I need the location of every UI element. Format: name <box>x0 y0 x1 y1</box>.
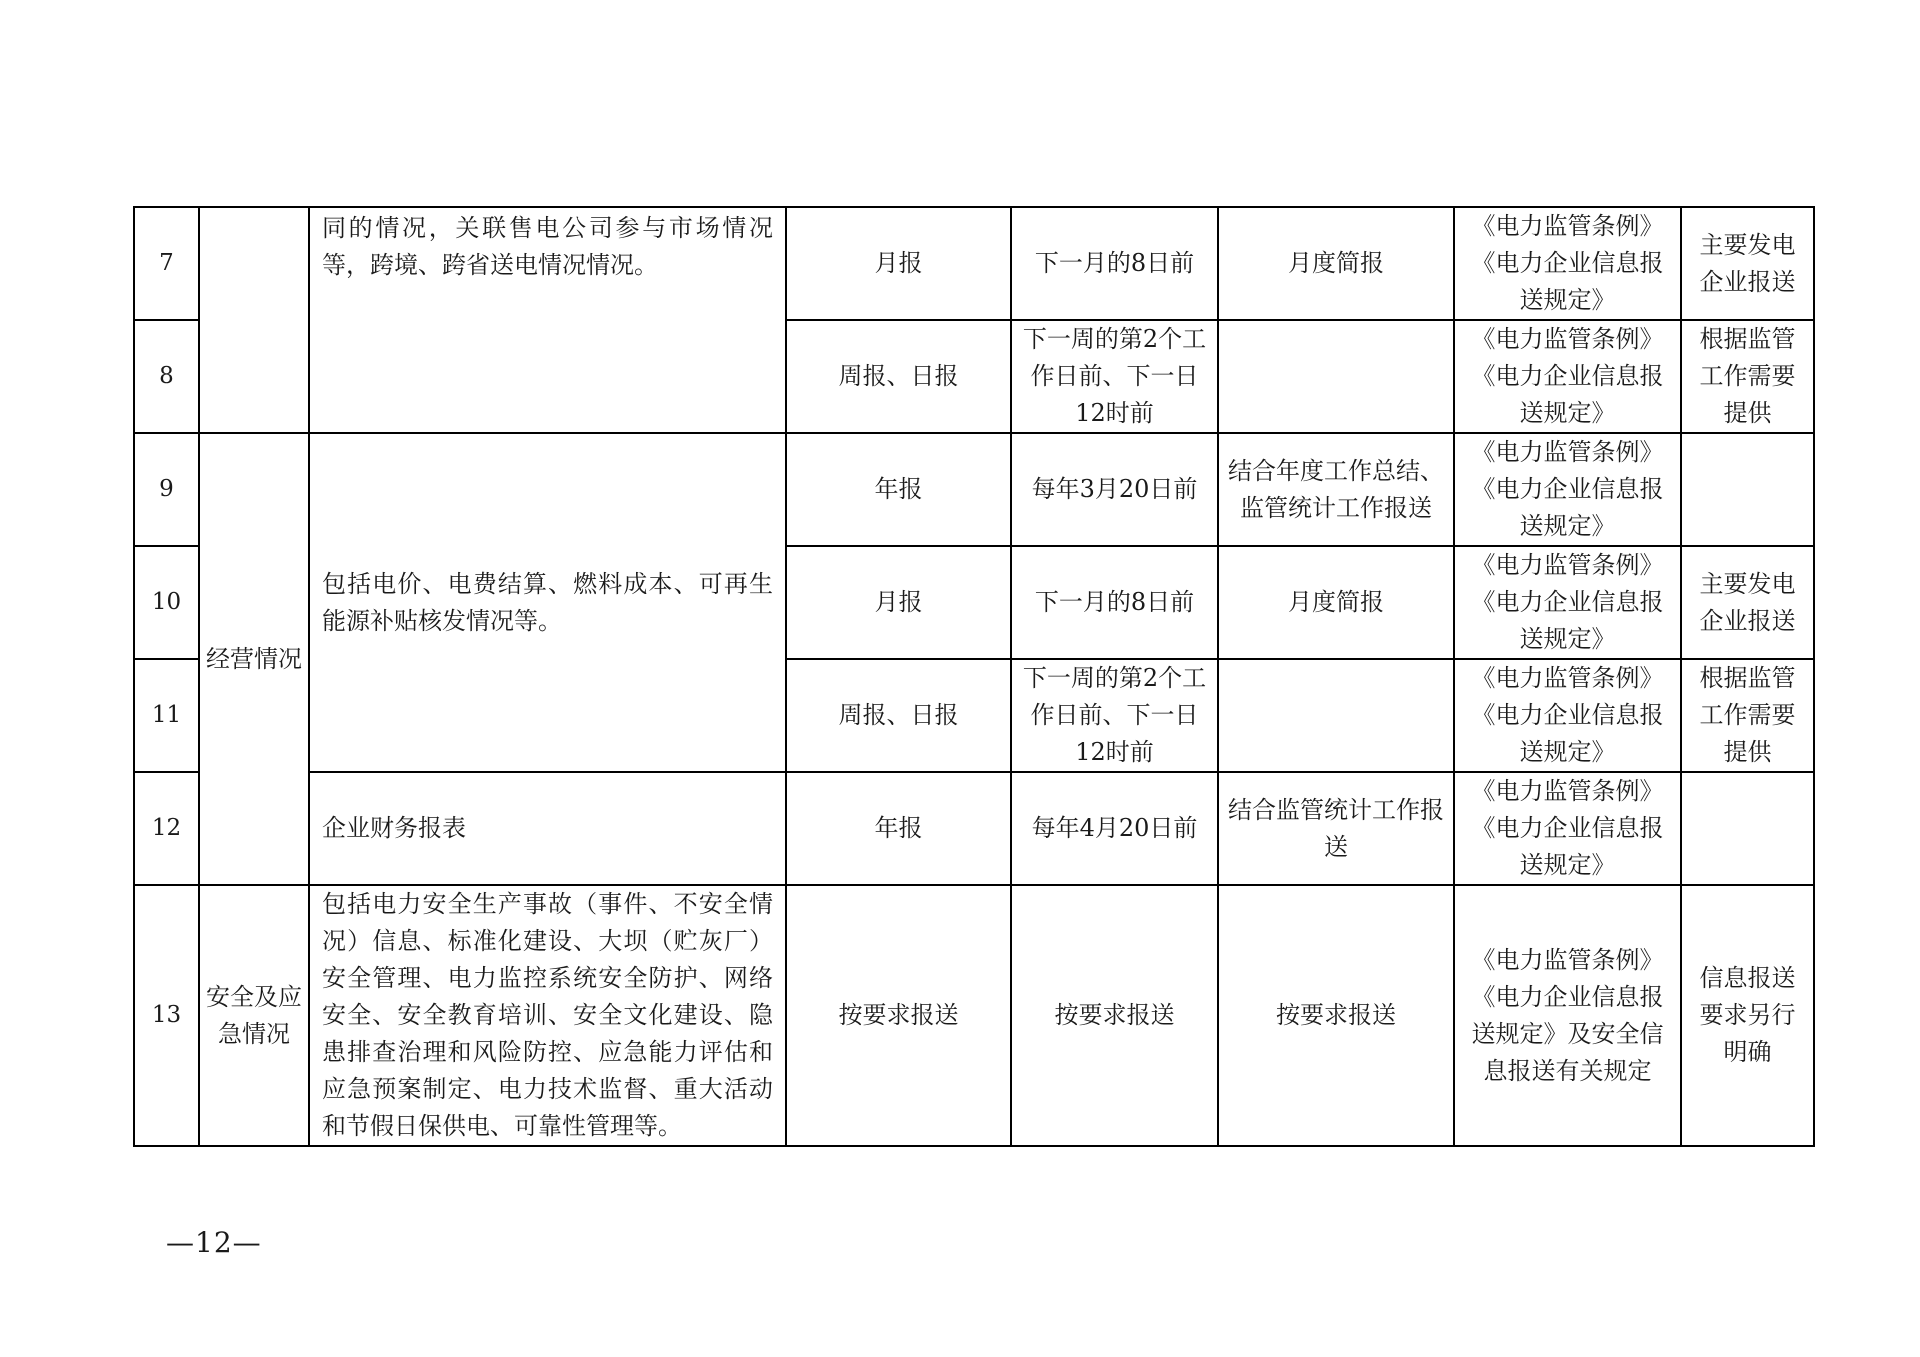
content-text: 企业财务报表 <box>322 814 466 842</box>
category-cell: 安全及应急情况 <box>199 885 309 1146</box>
row-number: 9 <box>134 433 199 546</box>
deadline-cell: 每年4月20日前 <box>1011 772 1218 885</box>
category-cell: 经营情况 <box>199 433 309 885</box>
table-row <box>134 772 1814 885</box>
remark-cell <box>1681 433 1814 546</box>
row-number: 13 <box>134 885 199 1146</box>
report-type-cell: 月报 <box>786 207 1011 320</box>
deadline-cell: 每年3月20日前 <box>1011 433 1218 546</box>
content-cell <box>309 772 786 885</box>
remark-cell <box>1681 772 1814 885</box>
basis-cell: 《电力监管条例》《电力企业信息报送规定》及安全信息报送有关规定 <box>1454 885 1681 1146</box>
basis-cell: 《电力监管条例》《电力企业信息报送规定》 <box>1454 433 1681 546</box>
deadline-cell: 下一周的第2个工作日前、下一日12时前 <box>1011 320 1218 433</box>
deadline-cell: 下一月的8日前 <box>1011 207 1218 320</box>
basis-cell: 《电力监管条例》《电力企业信息报送规定》 <box>1454 207 1681 320</box>
remark-cell: 主要发电企业报送 <box>1681 546 1814 659</box>
method-cell <box>1218 320 1454 433</box>
content-cell <box>309 433 786 772</box>
method-cell: 月度简报 <box>1218 546 1454 659</box>
basis-cell: 《电力监管条例》《电力企业信息报送规定》 <box>1454 546 1681 659</box>
method-cell: 月度简报 <box>1218 207 1454 320</box>
report-type-cell: 按要求报送 <box>786 885 1011 1146</box>
remark-cell: 信息报送要求另行明确 <box>1681 885 1814 1146</box>
deadline-cell: 按要求报送 <box>1011 885 1218 1146</box>
report-type-cell: 周报、日报 <box>786 320 1011 433</box>
content-text: 同的情况，关联售电公司参与市场情况等，跨境、跨省送电情况情况。 <box>322 214 773 279</box>
row-number: 10 <box>134 546 199 659</box>
deadline-cell: 下一周的第2个工作日前、下一日12时前 <box>1011 659 1218 772</box>
regulatory-info-table <box>133 206 1815 1147</box>
method-cell: 结合年度工作总结、监管统计工作报送 <box>1218 433 1454 546</box>
basis-cell: 《电力监管条例》《电力企业信息报送规定》 <box>1454 320 1681 433</box>
content-cell <box>309 207 786 433</box>
deadline-cell: 下一月的8日前 <box>1011 546 1218 659</box>
content-text: 包括电价、电费结算、燃料成本、可再生能源补贴核发情况等。 <box>322 569 773 635</box>
remark-cell: 主要发电企业报送 <box>1681 207 1814 320</box>
row-number: 8 <box>134 320 199 433</box>
method-cell: 结合监管统计工作报送 <box>1218 772 1454 885</box>
report-type-cell: 周报、日报 <box>786 659 1011 772</box>
table-row <box>134 433 1814 546</box>
report-type-cell: 年报 <box>786 433 1011 546</box>
basis-cell: 《电力监管条例》《电力企业信息报送规定》 <box>1454 659 1681 772</box>
report-type-cell: 年报 <box>786 772 1011 885</box>
report-type-cell: 月报 <box>786 546 1011 659</box>
content-text: 包括电力安全生产事故（事件、不安全情况）信息、标准化建设、大坝（贮灰厂）安全管理、电力监控系统安全防护、网络安全、安全教育培训、安全文化建设、隐患排查治理和风险防控、应急能力评估和应急预案制定、电力技术监督、重大活动和节假日保供电、可靠性管理等。 <box>322 890 773 1140</box>
row-number: 11 <box>134 659 199 772</box>
remark-cell: 根据监管工作需要提供 <box>1681 320 1814 433</box>
basis-cell: 《电力监管条例》《电力企业信息报送规定》 <box>1454 772 1681 885</box>
method-cell: 按要求报送 <box>1218 885 1454 1146</box>
content-cell <box>309 885 786 1146</box>
table-row <box>134 207 1814 320</box>
remark-cell: 根据监管工作需要提供 <box>1681 659 1814 772</box>
table-row <box>134 885 1814 1146</box>
page-number: —12— <box>166 1226 262 1259</box>
category-cell <box>199 207 309 433</box>
row-number: 7 <box>134 207 199 320</box>
method-cell <box>1218 659 1454 772</box>
row-number: 12 <box>134 772 199 885</box>
